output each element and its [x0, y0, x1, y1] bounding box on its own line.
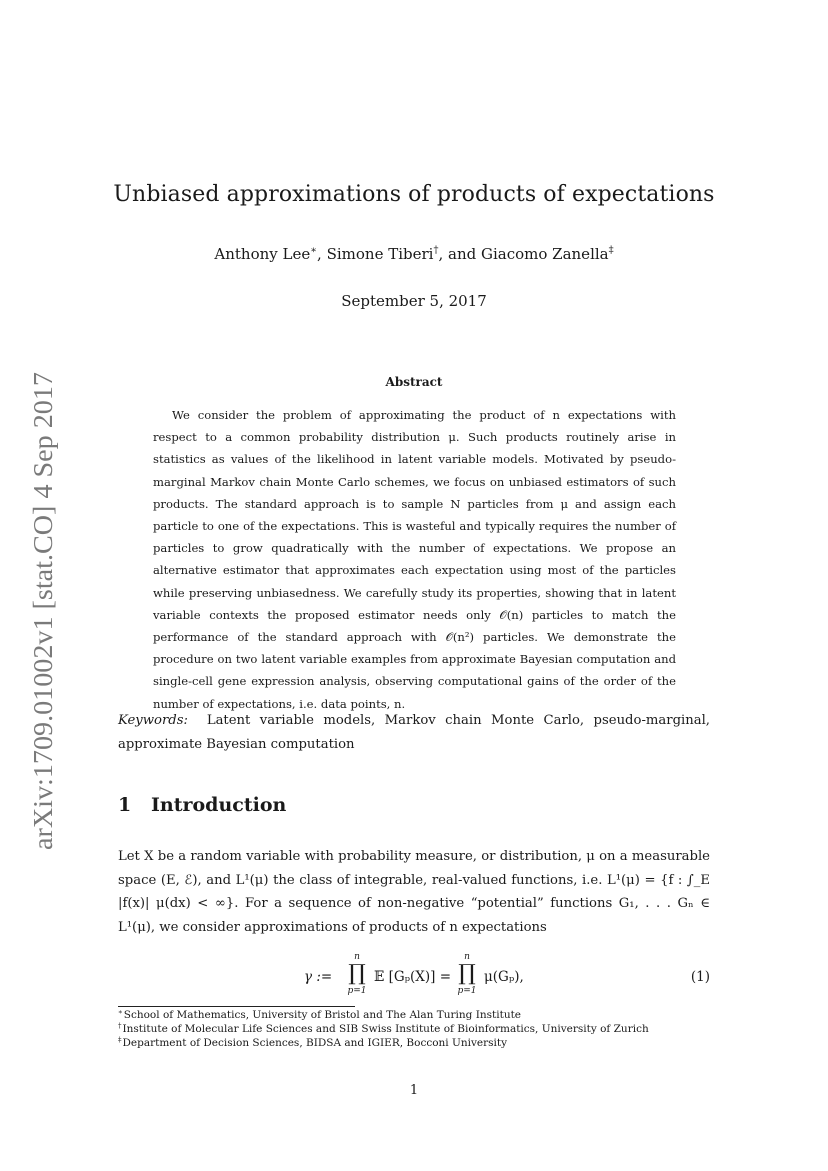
product-operator: n ∏ p=1	[347, 952, 367, 996]
footnote	[118, 1037, 718, 1051]
footnote-divider	[118, 1006, 355, 1007]
equation-1	[118, 950, 710, 1002]
section-number: 1	[118, 794, 132, 816]
product-operator: n ∏ p=1	[457, 952, 477, 996]
page-number: 1	[409, 1083, 419, 1098]
product-lower-limit: p=1	[347, 986, 367, 996]
arxiv-stamp	[18, 370, 66, 850]
affiliation-mark: ∗	[310, 245, 318, 256]
keywords	[118, 709, 710, 757]
author-name: Anthony Lee	[214, 245, 311, 263]
section-title: Introduction	[151, 794, 287, 816]
footnote-mark: †	[118, 1021, 122, 1030]
author-separator: , and	[438, 245, 481, 263]
author-name: Giacomo Zanella	[480, 245, 609, 263]
author-list	[0, 245, 828, 263]
equation-term-mu: μ(Gₚ),	[484, 969, 524, 985]
author-separator: ,	[317, 245, 327, 263]
product-upper-limit: n	[464, 952, 470, 962]
equation-lhs: γ :=	[304, 969, 333, 985]
equation-term-expectation: 𝔼 [Gₚ(X)] =	[374, 969, 452, 985]
footnote-mark: ∗	[118, 1008, 123, 1016]
footnote-text: Department of Decision Sciences, BIDSA and IGIER, Bocconi University	[122, 1036, 508, 1049]
abstract-text: We consider the problem of approximating the product of n expectations with respect to a common probability distribution μ. Such products routinely arise in statistics as values of the likelihood in latent variable models. Motivated by pseudo-marginal Markov chain Monte Carlo schemes, we focus on unbiased estimators of such products. The standard approach is to sample N particles from μ and assign each particle to one of the expectations. This is wasteful and typically requires the number of particles to grow quadratically with the number of expectations. We propose an alternative estimator that approximates each expectation using most of the particles while preserving unbiasedness. We carefully study its properties, showing that in latent variable contexts the proposed estimator needs only 𝒪(n) particles to match the performance of the standard approach with 𝒪(n²) particles. We demonstrate the procedure on two latent variable examples from approximate Bayesian computation and single-cell gene expression analysis, observing computational gains of the order of the number of expectations, i.e. data points, n.	[153, 408, 676, 711]
footnote	[118, 1009, 718, 1023]
footnote	[118, 1023, 718, 1037]
keywords-text: Latent variable models, Markov chain Monte Carlo, pseudo-marginal, approximate Bayesian computation	[118, 713, 710, 752]
footnote-text: School of Mathematics, University of Bristol and The Alan Turing Institute	[123, 1009, 522, 1021]
footnote-text: Institute of Molecular Life Sciences and SIB Swiss Institute of Bioinformatics, University of Zurich	[122, 1022, 649, 1035]
section-heading	[118, 794, 286, 816]
affiliation-mark: ‡	[608, 245, 614, 256]
intro-paragraph: Let X be a random variable with probability measure, or distribution, μ on a measurable space (E, ℰ), and L¹(μ) the class of integrable, real-valued functions, i.e. L¹(μ) = {f : ∫_E |f(x)| μ(dx) < ∞}. For a sequence of non-negative “potential” functions G₁, . . . Gₙ ∈ L¹(μ), we consider approximations of products of n expectations	[118, 849, 710, 935]
affiliation-mark: †	[433, 245, 439, 256]
equation-number: (1)	[690, 969, 710, 985]
abstract-heading: Abstract	[385, 375, 443, 389]
author-name: Simone Tiberi	[326, 245, 434, 263]
arxiv-stamp-text: arXiv:1709.01002v1 [stat.CO] 4 Sep 2017	[28, 391, 58, 850]
publication-date: September 5, 2017	[341, 292, 487, 310]
keywords-label: Keywords:	[118, 713, 188, 728]
product-lower-limit: p=1	[457, 986, 477, 996]
product-upper-limit: n	[354, 952, 360, 962]
footnote-mark: ‡	[118, 1035, 122, 1044]
equation-body	[304, 950, 644, 1002]
footnotes	[118, 1009, 718, 1050]
paper-title: Unbiased approximations of products of expectations	[113, 182, 715, 207]
